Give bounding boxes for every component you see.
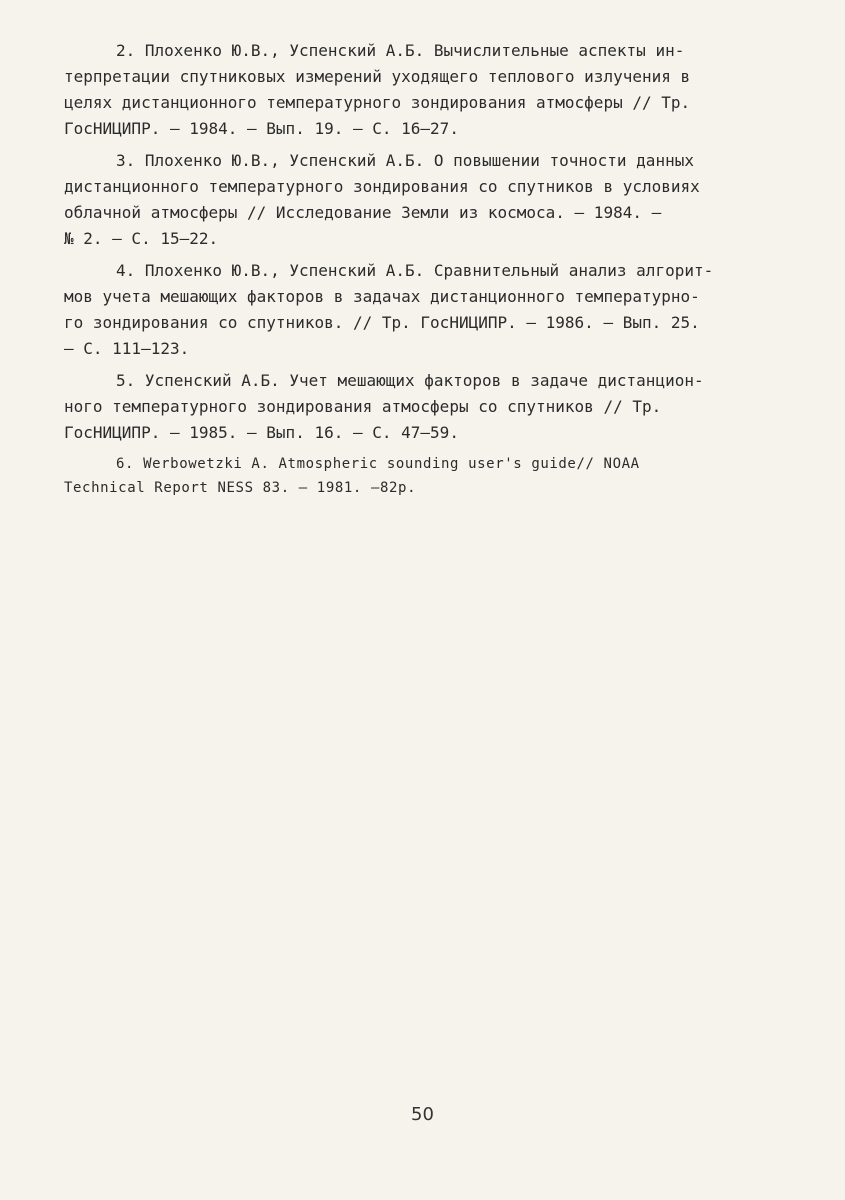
reference-line: 6. Werbowetzki A. Atmospheric sounding user's guide// NOAA — [116, 456, 640, 472]
reference-item-2 — [64, 38, 784, 142]
reference-line: целях дистанционного температурного зондирования атмосферы // Тр. — [64, 93, 691, 112]
reference-item-3 — [64, 148, 784, 252]
reference-item-5 — [64, 368, 784, 446]
reference-line: ного температурного зондирования атмосферы со спутников // Тр. — [64, 397, 662, 416]
reference-line: го зондирования со спутников. // Тр. ГосНИЦИПР. – 1986. – Вып. 25. — [64, 313, 700, 332]
reference-line: 4. Плохенко Ю.В., Успенский А.Б. Сравнительный анализ алгорит- — [116, 261, 714, 280]
reference-line: – С. 111–123. — [64, 339, 190, 358]
reference-line: облачной атмосферы // Исследование Земли из космоса. – 1984. – — [64, 203, 662, 222]
page-number: 50 — [411, 1104, 434, 1125]
reference-item-4 — [64, 258, 784, 362]
reference-line: Technical Report NESS 83. – 1981. –82р. — [64, 480, 417, 496]
reference-line: терпретации спутниковых измерений уходящего теплового излучения в — [64, 67, 691, 86]
reference-line: дистанционного температурного зондирования со спутников в условиях — [64, 177, 700, 196]
reference-line: 3. Плохенко Ю.В., Успенский А.Б. О повышении точности данных — [116, 151, 694, 170]
reference-line: ГосНИЦИПР. – 1984. – Вып. 19. – С. 16–27. — [64, 119, 459, 138]
reference-line: № 2. – С. 15–22. — [64, 229, 219, 248]
reference-line: ГосНИЦИПР. – 1985. – Вып. 16. – С. 47–59. — [64, 423, 459, 442]
reference-list — [64, 38, 784, 506]
reference-line: 2. Плохенко Ю.В., Успенский А.Б. Вычислительные аспекты ин- — [116, 41, 685, 60]
reference-line: 5. Успенский А.Б. Учет мешающих факторов в задаче дистанцион- — [116, 371, 704, 390]
reference-item-6 — [64, 452, 784, 500]
reference-line: мов учета мешающих факторов в задачах дистанционного температурно- — [64, 287, 700, 306]
